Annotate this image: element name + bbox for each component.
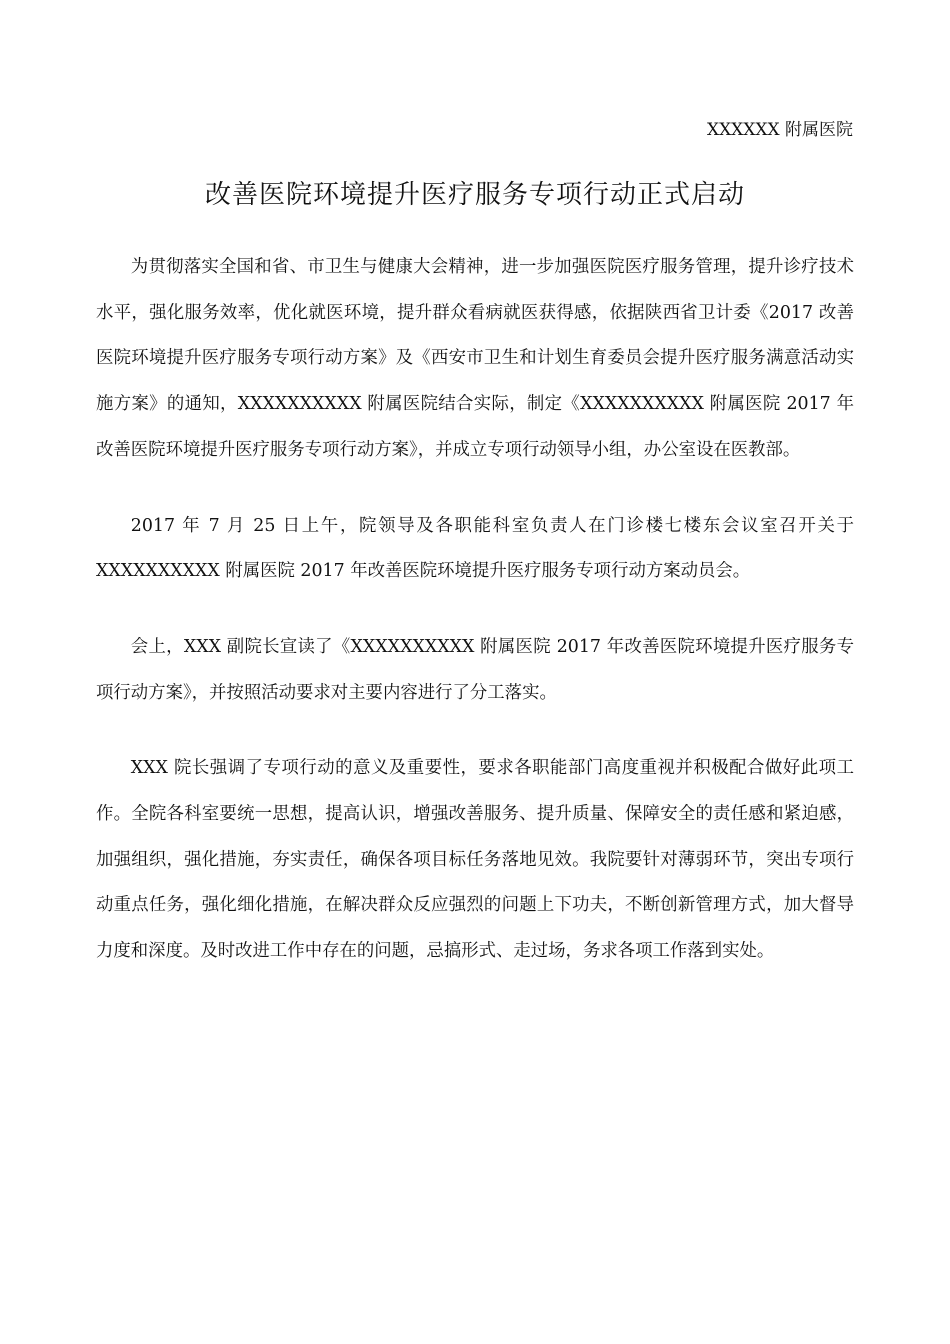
- organization-name: XXXXXX 附属医院: [706, 120, 853, 140]
- paragraph-background: 为贯彻落实全国和省、市卫生与健康大会精神，进一步加强医院医疗服务管理，提升诊疗技术水平，强化服务效率，优化就医环境，提升群众看病就医获得感，依据陕西省卫计委《2017 改善医院环境提升医疗服务专项行动方案》及《西安市卫生和计划生育委员会提升医疗服务满意活动实施方案》的通知，XXXXXXXXXX 附属医院结合实际，制定《XXXXXXXXXX 附属医院 2017 年改善医院环境提升医疗服务专项行动方案》，并成立专项行动领导小组，办公室设在医教部。: [96, 257, 854, 460]
- paragraph-director-remarks: XXX 院长强调了专项行动的意义及重要性，要求各职能部门高度重视并积极配合做好此项工作。全院各科室要统一思想，提高认识，增强改善服务、提升质量、保障安全的责任感和紧迫感，加强组织，强化措施，夯实责任，确保各项目标任务落地见效。我院要针对薄弱环节，突出专项行动重点任务，强化细化措施，在解决群众反应强烈的问题上下功夫，不断创新管理方式，加大督导力度和深度。及时改进工作中存在的问题，忌搞形式、走过场，务求各项工作落到实处。: [96, 758, 854, 962]
- paragraph-plan-reading: 会上，XXX 副院长宣读了《XXXXXXXXXX 附属医院 2017 年改善医院环境提升医疗服务专项行动方案》，并按照活动要求对主要内容进行了分工落实。: [96, 636, 854, 703]
- document-title: 改善医院环境提升医疗服务专项行动正式启动: [204, 180, 745, 210]
- document-body: [96, 245, 854, 975]
- paragraph-meeting: 2017 年 7 月 25 日上午，院领导及各职能科室负责人在门诊楼七楼东会议室召开关于 XXXXXXXXXX 附属医院 2017 年改善医院环境提升医疗服务专项行动方案动员会。: [96, 515, 854, 582]
